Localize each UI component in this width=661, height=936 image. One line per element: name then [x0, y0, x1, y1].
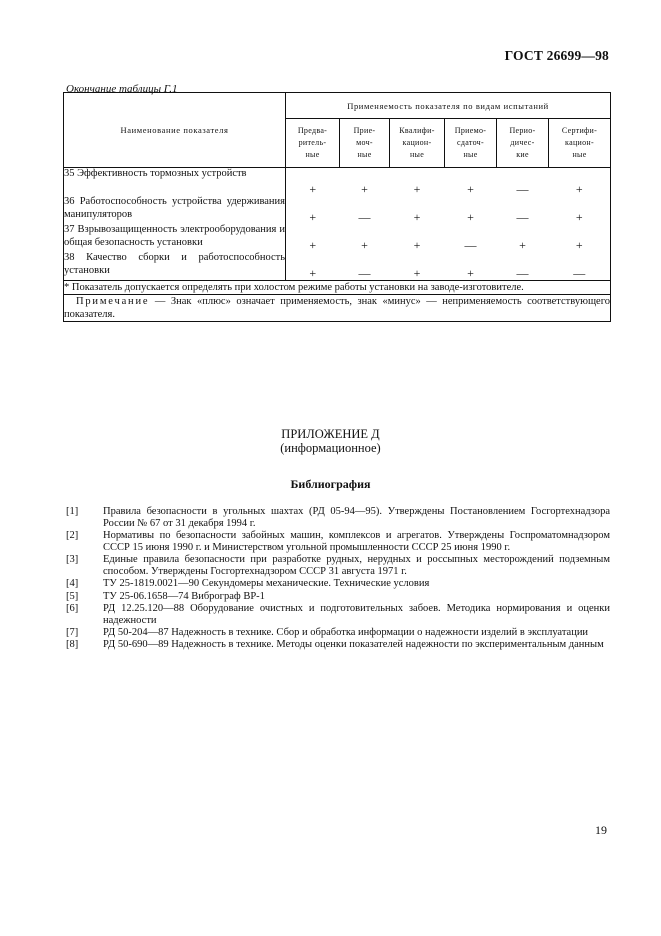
row-mark: + — [575, 182, 583, 196]
row-mark: — — [516, 182, 529, 196]
bib-text: Нормативы по безопасности забойных машин, комплексов и агрегатов. Утверждены Госпроматомнадзором СССР 15 июня 1990 г. и Министерством угольной промышленности СССР 25 июня 1990 г. — [103, 530, 610, 553]
table-caption: Окончание таблицы Г.1 — [66, 83, 178, 95]
bib-text: ТУ 25-06.1658—74 Виброграф ВР-1 — [103, 590, 265, 602]
note-text: — Знак «плюс» означает применяемость, знак «минус» — неприменяемость соответствующего показателя. — [64, 296, 611, 320]
table-row — [64, 224, 611, 252]
column-header-preliminary: Предва- ритель- ные — [297, 126, 328, 159]
bib-number: [8] — [66, 639, 79, 651]
row-mark: — — [573, 266, 586, 280]
row-mark: — — [516, 266, 529, 280]
row-mark: + — [309, 182, 317, 196]
row-mark: + — [309, 238, 317, 252]
table-footnote: * Показатель допускается определять при холостом режиме работы установки на заводе-изготовителе. — [64, 281, 611, 295]
bibliography-title: Библиография — [290, 477, 371, 491]
row-mark: + — [467, 266, 474, 280]
bib-text: РД 12.25.120—88 Оборудование очистных и подготовительных забоев. Методика нормирования и оценки надежности — [103, 602, 610, 626]
row-mark: + — [575, 238, 583, 252]
note-label: Примечание — [76, 296, 150, 307]
table-note — [64, 295, 611, 322]
row-mark: + — [413, 238, 421, 252]
row-name: 36 Работоспособность устройства удерживания манипуляторов — [64, 196, 286, 224]
row-mark: + — [309, 266, 317, 280]
row-mark: + — [575, 210, 583, 224]
row-name: 38 Качество сборки и работоспособность установки — [64, 252, 286, 281]
row-name: 37 Взрывозащищенность электрооборудования и общая безопасность установки — [64, 224, 286, 252]
page-header-standard: ГОСТ 26699—98 — [504, 48, 609, 63]
bib-number: [3] — [66, 554, 79, 566]
column-header-periodic: Перио- дичес- кие — [497, 119, 549, 168]
row-mark: — — [358, 266, 371, 280]
group-column-header: Применяемость показателя по видам испытаний — [286, 93, 611, 119]
row-mark: — — [464, 238, 477, 252]
row-mark: — — [516, 210, 529, 224]
table-row — [64, 252, 611, 281]
list-item — [66, 639, 610, 651]
row-mark: + — [413, 266, 421, 280]
column-header-qualification: Квалифи- кацион- ные — [390, 119, 445, 168]
column-header-acceptance: Прие- моч- ные — [340, 119, 390, 168]
list-item — [66, 603, 610, 627]
row-mark: — — [358, 210, 371, 224]
bib-text: ТУ 25-1819.0021—90 Секундомеры механические. Технические условия — [103, 578, 430, 590]
row-mark: + — [467, 182, 474, 196]
bib-number: [4] — [66, 578, 79, 590]
row-mark: + — [309, 210, 317, 224]
table-row — [64, 196, 611, 224]
bibliography-list — [66, 506, 610, 652]
list-item — [66, 627, 610, 639]
appendix-title: ПРИЛОЖЕНИЕ Д — [281, 427, 380, 441]
row-mark: + — [519, 238, 526, 252]
table-row — [64, 168, 611, 197]
column-header-certification: Сертифи- кацион- ные — [549, 119, 611, 168]
row-mark: + — [413, 210, 421, 224]
bib-number: [5] — [66, 590, 79, 602]
list-item — [66, 591, 610, 603]
row-mark: + — [361, 238, 368, 252]
row-mark: + — [467, 210, 474, 224]
row-name: 35 Эффективность тормозных устройств — [64, 168, 286, 197]
applicability-table — [63, 92, 611, 322]
bib-number: [1] — [66, 506, 79, 517]
name-column-header: Наименование показателя — [64, 93, 286, 168]
bib-text: РД 50-690—89 Надежность в технике. Методы оценки показателей надежности по экспериментальным данным — [103, 639, 604, 651]
page-number: 19 — [595, 823, 607, 837]
bib-number: [6] — [66, 602, 79, 614]
bib-text: Правила безопасности в угольных шахтах (РД 05-94—95). Утверждены Постановлением Госгортехнадзора России № 67 от 31 декабря 1994 г. — [103, 506, 610, 529]
bib-text: Единые правила безопасности при разработке рудных, нерудных и россыпных месторождений подземным способом. Утверждены Госгортехнадзором СССР 31 августа 1971 г. — [103, 554, 610, 577]
list-item — [66, 506, 610, 530]
list-item — [66, 578, 610, 590]
row-mark: + — [361, 182, 368, 196]
bib-number: [2] — [66, 530, 79, 542]
bib-text: РД 50-204—87 Надежность в технике. Сбор и обработка информации о надежности изделий в эксплуатации — [103, 626, 589, 638]
column-header-delivery: Приемо- сдаточ- ные — [445, 119, 497, 168]
row-mark: + — [413, 182, 421, 196]
list-item — [66, 530, 610, 554]
list-item — [66, 554, 610, 578]
bib-number: [7] — [66, 626, 79, 638]
appendix-subtitle: (информационное) — [280, 441, 381, 455]
